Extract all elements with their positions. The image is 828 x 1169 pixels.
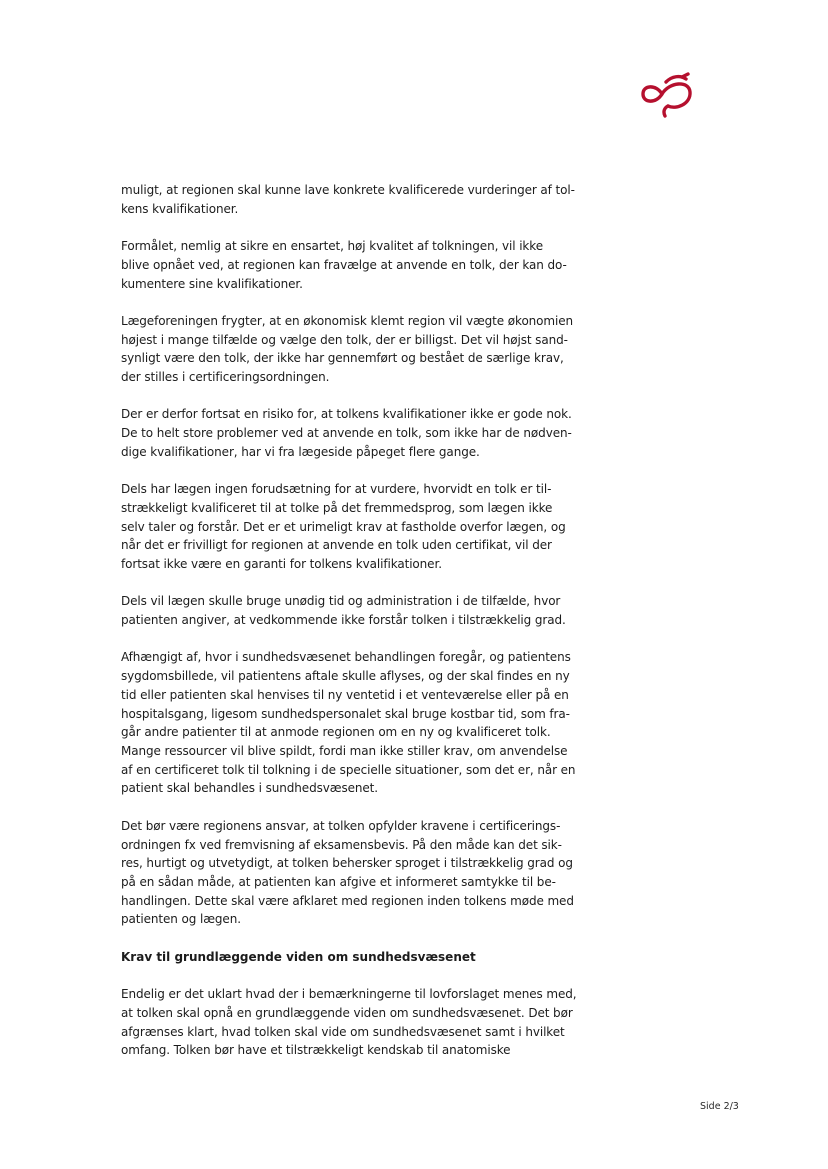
paragraph: Afhængigt af, hvor i sundhedsvæsenet behandlingen foregår, og patientens sygdomsbillede, vil patientens aftale skulle aflyses, og der skal findes en ny tid eller patienten skal henvises til ny ventetid i et venteværelse eller på en hospitalsgang, ligesom sundhedspersonalet skal bruge kostbar tid, som fra- går andre patienter til at anmode regionen om en ny og kvalificeret tolk. Mange ressourcer vil blive spildt, fordi man ikke stiller krav, om anvendelse af en certificeret tolk til tolkning i de specielle situationer, som det er, når en patient skal behandles i sundhedsvæsenet. <box>121 650 576 796</box>
paragraph: Dels vil lægen skulle bruge unødig tid og administration i de tilfælde, hvor patienten angiver, at vedkommende ikke forstår tolken i tilstrækkelig grad. <box>121 594 566 628</box>
snake-staff-logo-icon <box>638 70 696 118</box>
paragraph: Lægeforeningen frygter, at en økonomisk klemt region vil vægte økonomien højest i mange tilfælde og vælge den tolk, der er billigst. Det vil højst sand- synligt være den tolk, der ikke har gennemført og bestået de særlige krav, der stilles i certificeringsordningen. <box>121 313 574 384</box>
letter-body <box>121 181 591 1079</box>
section-heading: Krav til grundlæggende viden om sundhedsvæsenet <box>121 949 476 964</box>
paragraph: muligt, at regionen skal kunne lave konkrete kvalificerede vurderinger af tol- kens kvalifikationer. <box>121 183 575 216</box>
paragraph: Dels har lægen ingen forudsætning for at vurdere, hvorvidt en tolk er til- strækkeligt kvalificeret til at tolke på det fremmedsprog, som lægen ikke selv taler og forstår. Det er et urimeligt krav at fastholde overfor lægen, og når det er frivilligt for regionen at anvende en tolk uden certifikat, vil der fortsat ikke være en garanti for tolkens kvalifikationer. <box>121 482 566 571</box>
paragraph: Endelig er det uklart hvad der i bemærkningerne til lovforslaget menes med, at tolken skal opnå en grundlæggende viden om sundhedsvæsenet. Det bør afgrænses klart, hvad tolken skal vide om sundhedsvæsenet samt i hvilket omfang. Tolken bør have et tilstrækkeligt kendskab til anatomiske <box>121 987 577 1058</box>
page-number: Side 2/3 <box>700 1101 739 1112</box>
paragraph: Formålet, nemlig at sikre en ensartet, høj kvalitet af tolkningen, vil ikke blive opnået ved, at regionen kan fravælge at anvende en tolk, der kan do- kumentere sine kvalifikationer. <box>121 239 567 291</box>
paragraph: Det bør være regionens ansvar, at tolken opfylder kravene i certificerings- ordningen fx ved fremvisning af eksamensbevis. På den måde kan det sik- res, hurtigt og utvetydigt, at tolken behersker sproget i tilstrækkelig grad og på en sådan måde, at patienten kan afgive et informeret samtykke til be- handlingen. Dette skal være afklaret med regionen inden tolkens møde med patienten og lægen. <box>121 818 574 927</box>
paragraph: Der er derfor fortsat en risiko for, at tolkens kvalifikationer ikke er gode nok. De to helt store problemer ved at anvende en tolk, som ikke har de nødven- dige kvalifikationer, har vi fra lægeside påpeget flere gange. <box>121 407 572 459</box>
